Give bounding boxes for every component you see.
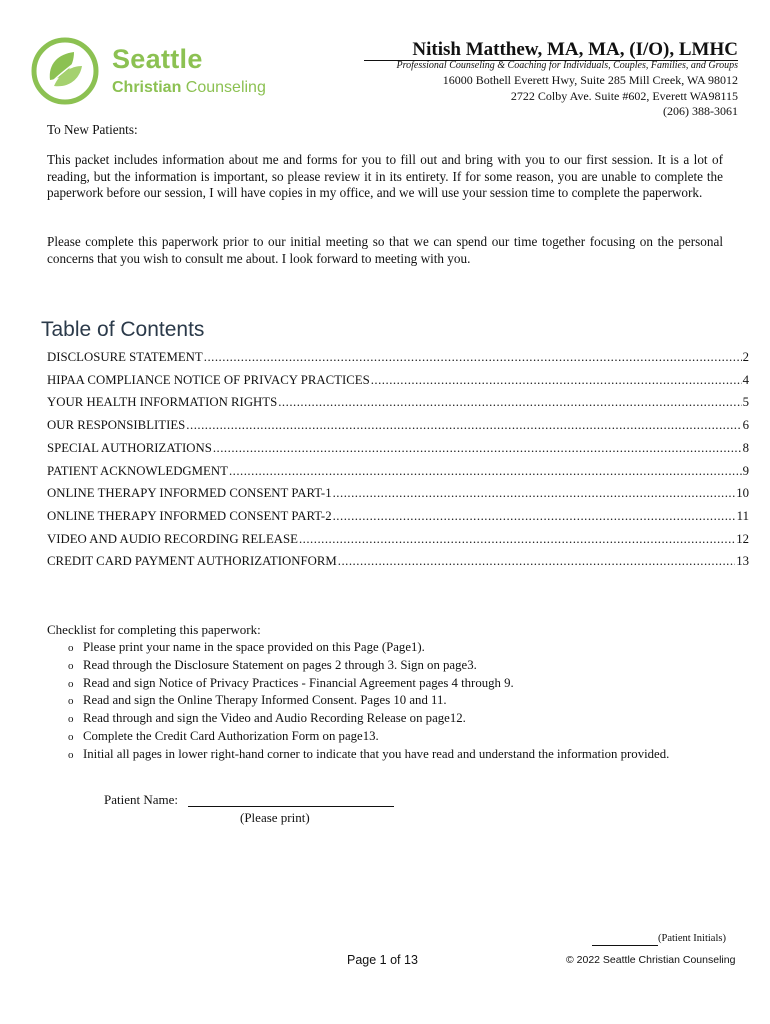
toc-leader-dots — [186, 418, 741, 433]
toc-entry[interactable] — [47, 350, 749, 368]
toc-leader-dots — [204, 350, 742, 365]
checklist-item — [68, 657, 669, 675]
toc-entry-label: VIDEO AND AUDIO RECORDING RELEASE — [47, 531, 298, 546]
toc-entry-label: HIPAA COMPLIANCE NOTICE OF PRIVACY PRACTICES — [47, 372, 370, 387]
circle-bullet-icon: o — [68, 730, 74, 743]
logo-line2: Christian Counseling — [112, 79, 266, 96]
checklist-item — [68, 710, 669, 728]
checklist — [68, 639, 669, 764]
toc-entry-label: YOUR HEALTH INFORMATION RIGHTS — [47, 395, 278, 410]
circle-bullet-icon: o — [68, 677, 74, 690]
checklist-item-text: Read through and sign the Video and Audio Recording Release on page12. — [83, 711, 466, 726]
toc-entry-page: 4 — [742, 372, 749, 387]
toc-entry-label: CREDIT CARD PAYMENT AUTHORIZATIONFORM — [47, 554, 337, 569]
intro-paragraph: This packet includes information about me and forms for you to fill out and bring with you to our first session. It is a lot of reading, but the information is important, so please review it in its entirety. If for some reason, you are unable to complete the paperwork before our session, I will have copies in my office, and we will use your session time to complete the paperwork. — [47, 152, 723, 200]
circle-bullet-icon: o — [68, 642, 74, 654]
circle-bullet-icon: o — [68, 659, 74, 672]
toc-entry[interactable] — [47, 373, 749, 391]
checklist-item — [68, 675, 669, 693]
checklist-item-text: Complete the Credit Card Authorization Form on page13. — [83, 728, 379, 743]
toc-entry-label: ONLINE THERAPY INFORMED CONSENT PART-2 — [47, 508, 332, 523]
toc-leader-dots — [338, 554, 735, 569]
checklist-title: Checklist for completing this paperwork: — [47, 622, 261, 637]
checklist-item-text: Read and sign Notice of Privacy Practices - Financial Agreement pages 4 through 9. — [83, 675, 514, 690]
toc-entry-page: 12 — [736, 531, 749, 546]
toc-entry-label: SPECIAL AUTHORIZATIONS — [47, 440, 212, 455]
toc-entry[interactable] — [47, 509, 749, 527]
toc-entry[interactable] — [47, 554, 749, 572]
instruction-paragraph: Please complete this paperwork prior to our initial meeting so that we can spend our time together focusing on the personal concerns that you wish to consult me about. I look forward to meeting with you. — [47, 234, 723, 266]
toc-entry-page: 5 — [742, 395, 749, 410]
logo-line1: Seattle — [112, 44, 203, 74]
checklist-item — [68, 639, 669, 657]
address-line-1: 16000 Bothell Everett Hwy, Suite 285 Mill Creek, WA 98012 — [442, 73, 738, 87]
patient-name-hint: (Please print) — [240, 810, 310, 825]
toc-entry-label: ONLINE THERAPY INFORMED CONSENT PART-1 — [47, 486, 332, 501]
checklist-item — [68, 728, 669, 746]
toc-entry-page: 11 — [736, 508, 749, 523]
toc-entry[interactable] — [47, 418, 749, 436]
circle-bullet-icon: o — [68, 713, 74, 726]
toc-title: Table of Contents — [41, 318, 205, 341]
toc-leader-dots — [278, 395, 741, 410]
checklist-item — [68, 692, 669, 710]
checklist-item-text: Read and sign the Online Therapy Informed Consent. Pages 10 and 11. — [83, 693, 447, 708]
counselor-name: Nitish Matthew, MA, MA, (I/O), LMHC — [364, 40, 738, 61]
address-line-2: 2722 Colby Ave. Suite #602, Everett WA98115 — [510, 89, 738, 103]
toc-entry[interactable] — [47, 441, 749, 459]
leaf-circle-icon — [30, 36, 100, 106]
toc-entry[interactable] — [47, 395, 749, 413]
toc-entry[interactable] — [47, 532, 749, 550]
toc-leader-dots — [229, 464, 742, 479]
toc-leader-dots — [333, 486, 736, 501]
checklist-item — [68, 746, 669, 764]
toc-leader-dots — [333, 509, 736, 524]
toc-leader-dots — [371, 373, 742, 388]
patient-name-field[interactable] — [188, 806, 394, 807]
toc-leader-dots — [299, 532, 735, 547]
circle-bullet-icon: o — [68, 695, 74, 708]
toc-entry-page: 9 — [742, 463, 749, 478]
toc-entry-label: PATIENT ACKNOWLEDGMENT — [47, 463, 228, 478]
phone-number: (206) 388-3061 — [663, 104, 738, 118]
page-number: Page 1 of 13 — [347, 953, 418, 967]
toc-entry-label: OUR RESPONSIBLITIES — [47, 418, 186, 433]
toc-entry-label: DISCLOSURE STATEMENT — [47, 350, 203, 364]
toc-entry-page: 10 — [736, 486, 749, 501]
checklist-item-text: Initial all pages in lower right-hand corner to indicate that you have read and understand the information provided. — [83, 746, 670, 761]
toc-entry-page: 2 — [742, 350, 749, 364]
patient-name-label: Patient Name: — [104, 792, 179, 807]
toc-entry[interactable] — [47, 486, 749, 504]
checklist-item-text: Read through the Disclosure Statement on pages 2 through 3. Sign on page3. — [83, 657, 477, 672]
toc-leader-dots — [213, 441, 742, 456]
checklist-item-text: Please print your name in the space provided on this Page (Page1). — [83, 640, 425, 654]
copyright: © 2022 Seattle Christian Counseling — [566, 954, 736, 966]
toc-entry-page: 6 — [742, 418, 749, 433]
patient-initials-field[interactable] — [592, 945, 658, 946]
greeting: To New Patients: — [47, 122, 138, 137]
patient-initials-label: (Patient Initials) — [658, 933, 726, 944]
toc-entry-page: 13 — [736, 554, 749, 569]
tagline: Professional Counseling & Coaching for Individuals, Couples, Families, and Groups — [396, 60, 738, 71]
circle-bullet-icon: o — [68, 748, 74, 761]
toc-entry-page: 8 — [742, 440, 749, 455]
toc-entry[interactable] — [47, 464, 749, 482]
seattle-christian-counseling-logo — [30, 36, 320, 106]
